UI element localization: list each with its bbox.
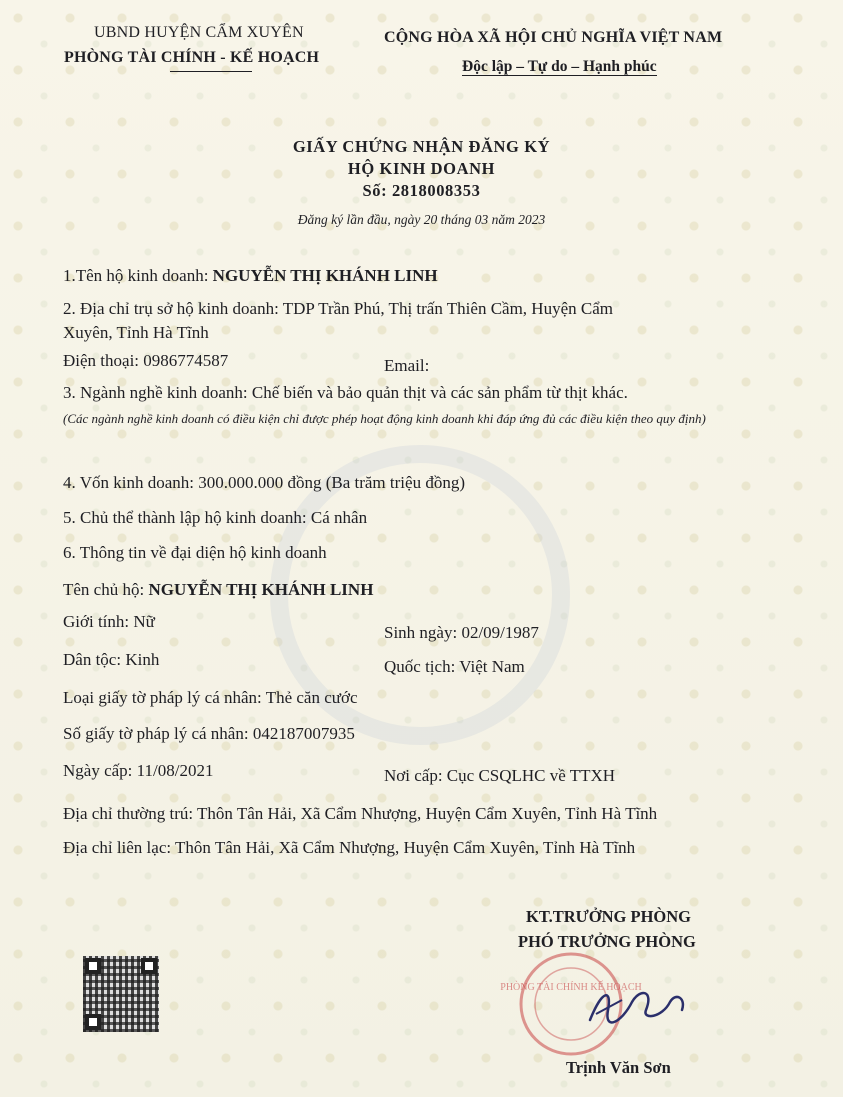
header-left-underline bbox=[170, 71, 252, 72]
contact-address: Địa chỉ liên lạc: Thôn Tân Hải, Xã Cẩm Nhượng, Huyện Cẩm Xuyên, Tỉnh Hà Tĩnh bbox=[63, 838, 636, 857]
email-field: Email: bbox=[384, 356, 430, 375]
permanent-address: Địa chỉ thường trú: Thôn Tân Hải, Xã Cẩm Nhượng, Huyện Cẩm Xuyên, Tỉnh Hà Tĩnh bbox=[63, 804, 658, 823]
business-name-row: 1.Tên hộ kinh doanh: NGUYỄN THỊ KHÁNH LINH bbox=[63, 266, 438, 285]
national-motto: Độc lập – Tự do – Hạnh phúc bbox=[462, 58, 657, 75]
signature-mark-icon bbox=[582, 980, 692, 1030]
qr-code bbox=[83, 956, 159, 1032]
dob-field: Sinh ngày: 02/09/1987 bbox=[384, 623, 539, 642]
business-address-line2: Xuyên, Tỉnh Hà Tĩnh bbox=[63, 323, 209, 342]
issuer-department: PHÒNG TÀI CHÍNH - KẾ HOẠCH bbox=[64, 49, 320, 66]
representative-heading: 6. Thông tin về đại diện hộ kinh doanh bbox=[63, 543, 327, 562]
registration-date: Đăng ký lần đầu, ngày 20 tháng 03 năm 2023 bbox=[297, 212, 546, 227]
phone-field: Điện thoại: 0986774587 bbox=[63, 351, 229, 370]
issue-date-field: Ngày cấp: 11/08/2021 bbox=[63, 761, 214, 780]
gender-field: Giới tính: Nữ bbox=[63, 612, 155, 631]
nationality-field: Quốc tịch: Việt Nam bbox=[384, 657, 525, 676]
seal-text: PHÒNG TÀI CHÍNH KẾ HOẠCH bbox=[500, 982, 642, 993]
doc-title-line1: GIẤY CHỨNG NHẬN ĐĂNG KÝ bbox=[292, 137, 551, 156]
id-number-field: Số giấy tờ pháp lý cá nhân: 042187007935 bbox=[63, 724, 355, 743]
doc-title-line2: HỘ KINH DOANH bbox=[347, 159, 496, 178]
issuer-authority: UBND HUYỆN CẨM XUYÊN bbox=[94, 24, 304, 41]
business-capital: 4. Vốn kinh doanh: 300.000.000 đồng (Ba trăm triệu đồng) bbox=[63, 473, 465, 492]
signature-title-line2: PHÓ TRƯỞNG PHÒNG bbox=[518, 932, 696, 951]
business-address-line1: 2. Địa chỉ trụ sở hộ kinh doanh: TDP Trần Phú, Thị trấn Thiên Cầm, Huyện Cẩm bbox=[63, 299, 613, 318]
signature-title-line1: KT.TRƯỞNG PHÒNG bbox=[526, 907, 691, 926]
national-title: CỘNG HÒA XÃ HỘI CHỦ NGHĨA VIỆT NAM bbox=[384, 29, 723, 46]
business-sector: 3. Ngành nghề kinh doanh: Chế biến và bảo quản thịt và các sản phẩm từ thịt khác. bbox=[63, 383, 628, 402]
ethnicity-field: Dân tộc: Kinh bbox=[63, 650, 160, 669]
business-sector-note: (Các ngành nghề kinh doanh có điều kiện chỉ được phép hoạt động kinh doanh khi đáp ứng đủ các điều kiện theo quy định) bbox=[63, 411, 706, 426]
signer-name: Trịnh Văn Sơn bbox=[566, 1058, 671, 1077]
issue-place-field: Nơi cấp: Cục CSQLHC về TTXH bbox=[384, 766, 616, 785]
founding-entity: 5. Chủ thể thành lập hộ kinh doanh: Cá nhân bbox=[63, 508, 368, 527]
owner-name-row: Tên chủ hộ: NGUYỄN THỊ KHÁNH LINH bbox=[63, 580, 374, 599]
id-type-field: Loại giấy tờ pháp lý cá nhân: Thẻ căn cước bbox=[63, 688, 358, 707]
doc-number: Số: 2818008353 bbox=[362, 181, 481, 200]
